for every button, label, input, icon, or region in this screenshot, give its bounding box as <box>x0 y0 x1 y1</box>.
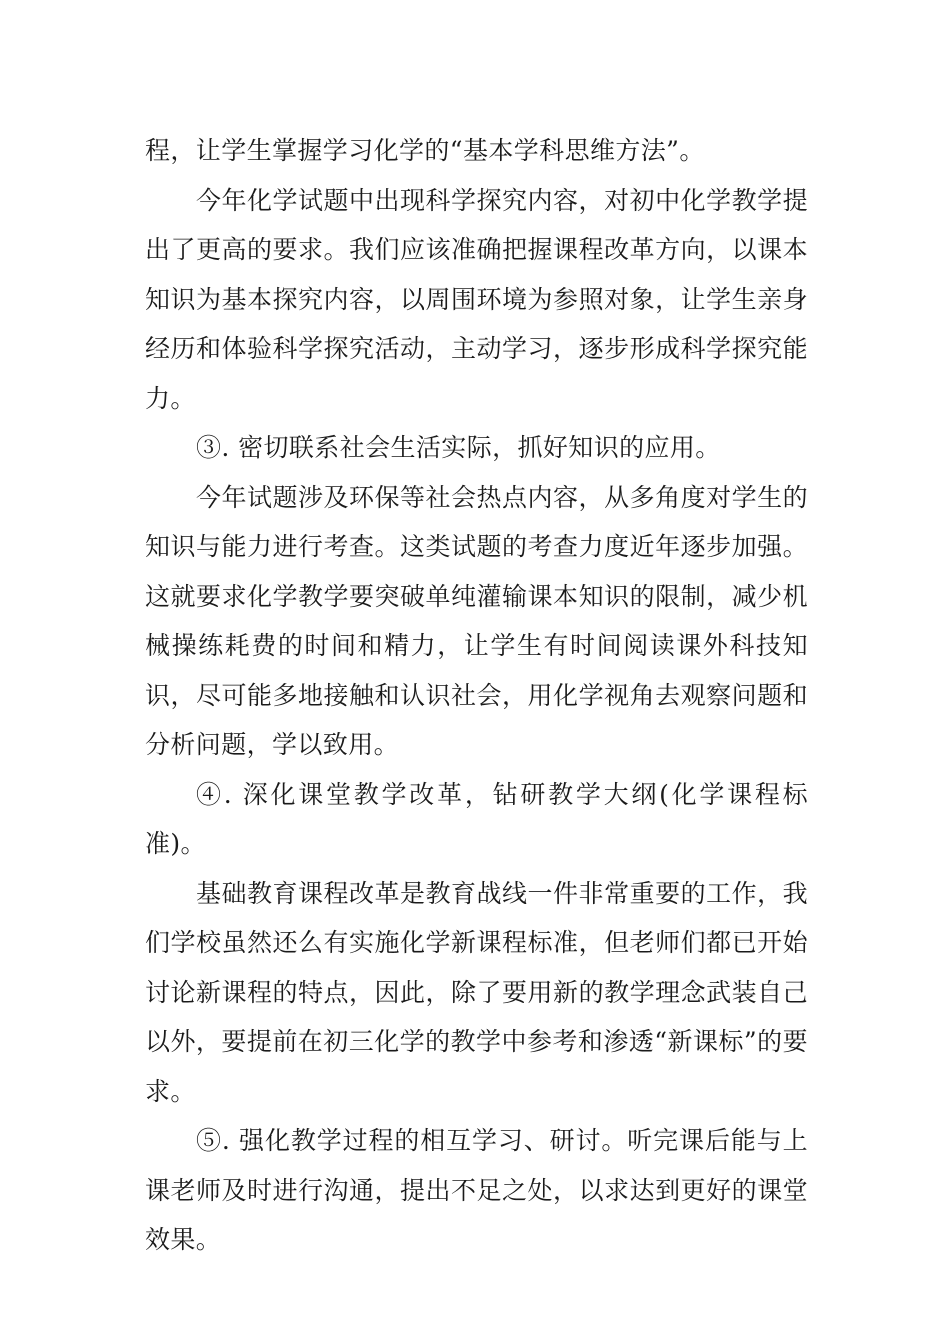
paragraph-continuation: 程，让学生掌握学习化学的“基本学科思维方法”。 <box>145 136 705 165</box>
heading-item-4: ④. 深化课堂教学改革，钻研教学大纲(化学课程标准)。 <box>145 779 808 858</box>
paragraph-science-inquiry: 今年化学试题中出现科学探究内容，对初中化学教学提出了更高的要求。我们应该准确把握课程改革方向，以课本知识为基本探究内容，以周围环境为参照对象，让学生亲身经历和体验科学探究活动，主动学习，逐步形成科学探究能力。 <box>145 185 808 413</box>
paragraph-curriculum-reform: 基础教育课程改革是教育战线一件非常重要的工作，我们学校虽然还么有实施化学新课程标准，但老师们都已开始讨论新课程的特点，因此，除了要用新的教学理念武装自己以外，要提前在初三化学的教学中参考和渗透“新课标”的要求。 <box>145 878 808 1106</box>
heading-item-3: ③. 密切联系社会生活实际，抓好知识的应用。 <box>196 433 721 462</box>
document-body <box>145 126 808 1265</box>
heading-item-5: ⑤. 强化教学过程的相互学习、研讨。听完课后能与上课老师及时进行沟通，提出不足之处，以求达到更好的课堂效果。 <box>145 1126 808 1254</box>
paragraph-social-hotspots: 今年试题涉及环保等社会热点内容，从多角度对学生的知识与能力进行考查。这类试题的考查力度近年逐步加强。这就要求化学教学要突破单纯灌输课本知识的限制，减少机械操练耗费的时间和精力，让学生有时间阅读课外科技知识，尽可能多地接触和认识社会，用化学视角去观察问题和分析问题，学以致用。 <box>145 482 808 759</box>
